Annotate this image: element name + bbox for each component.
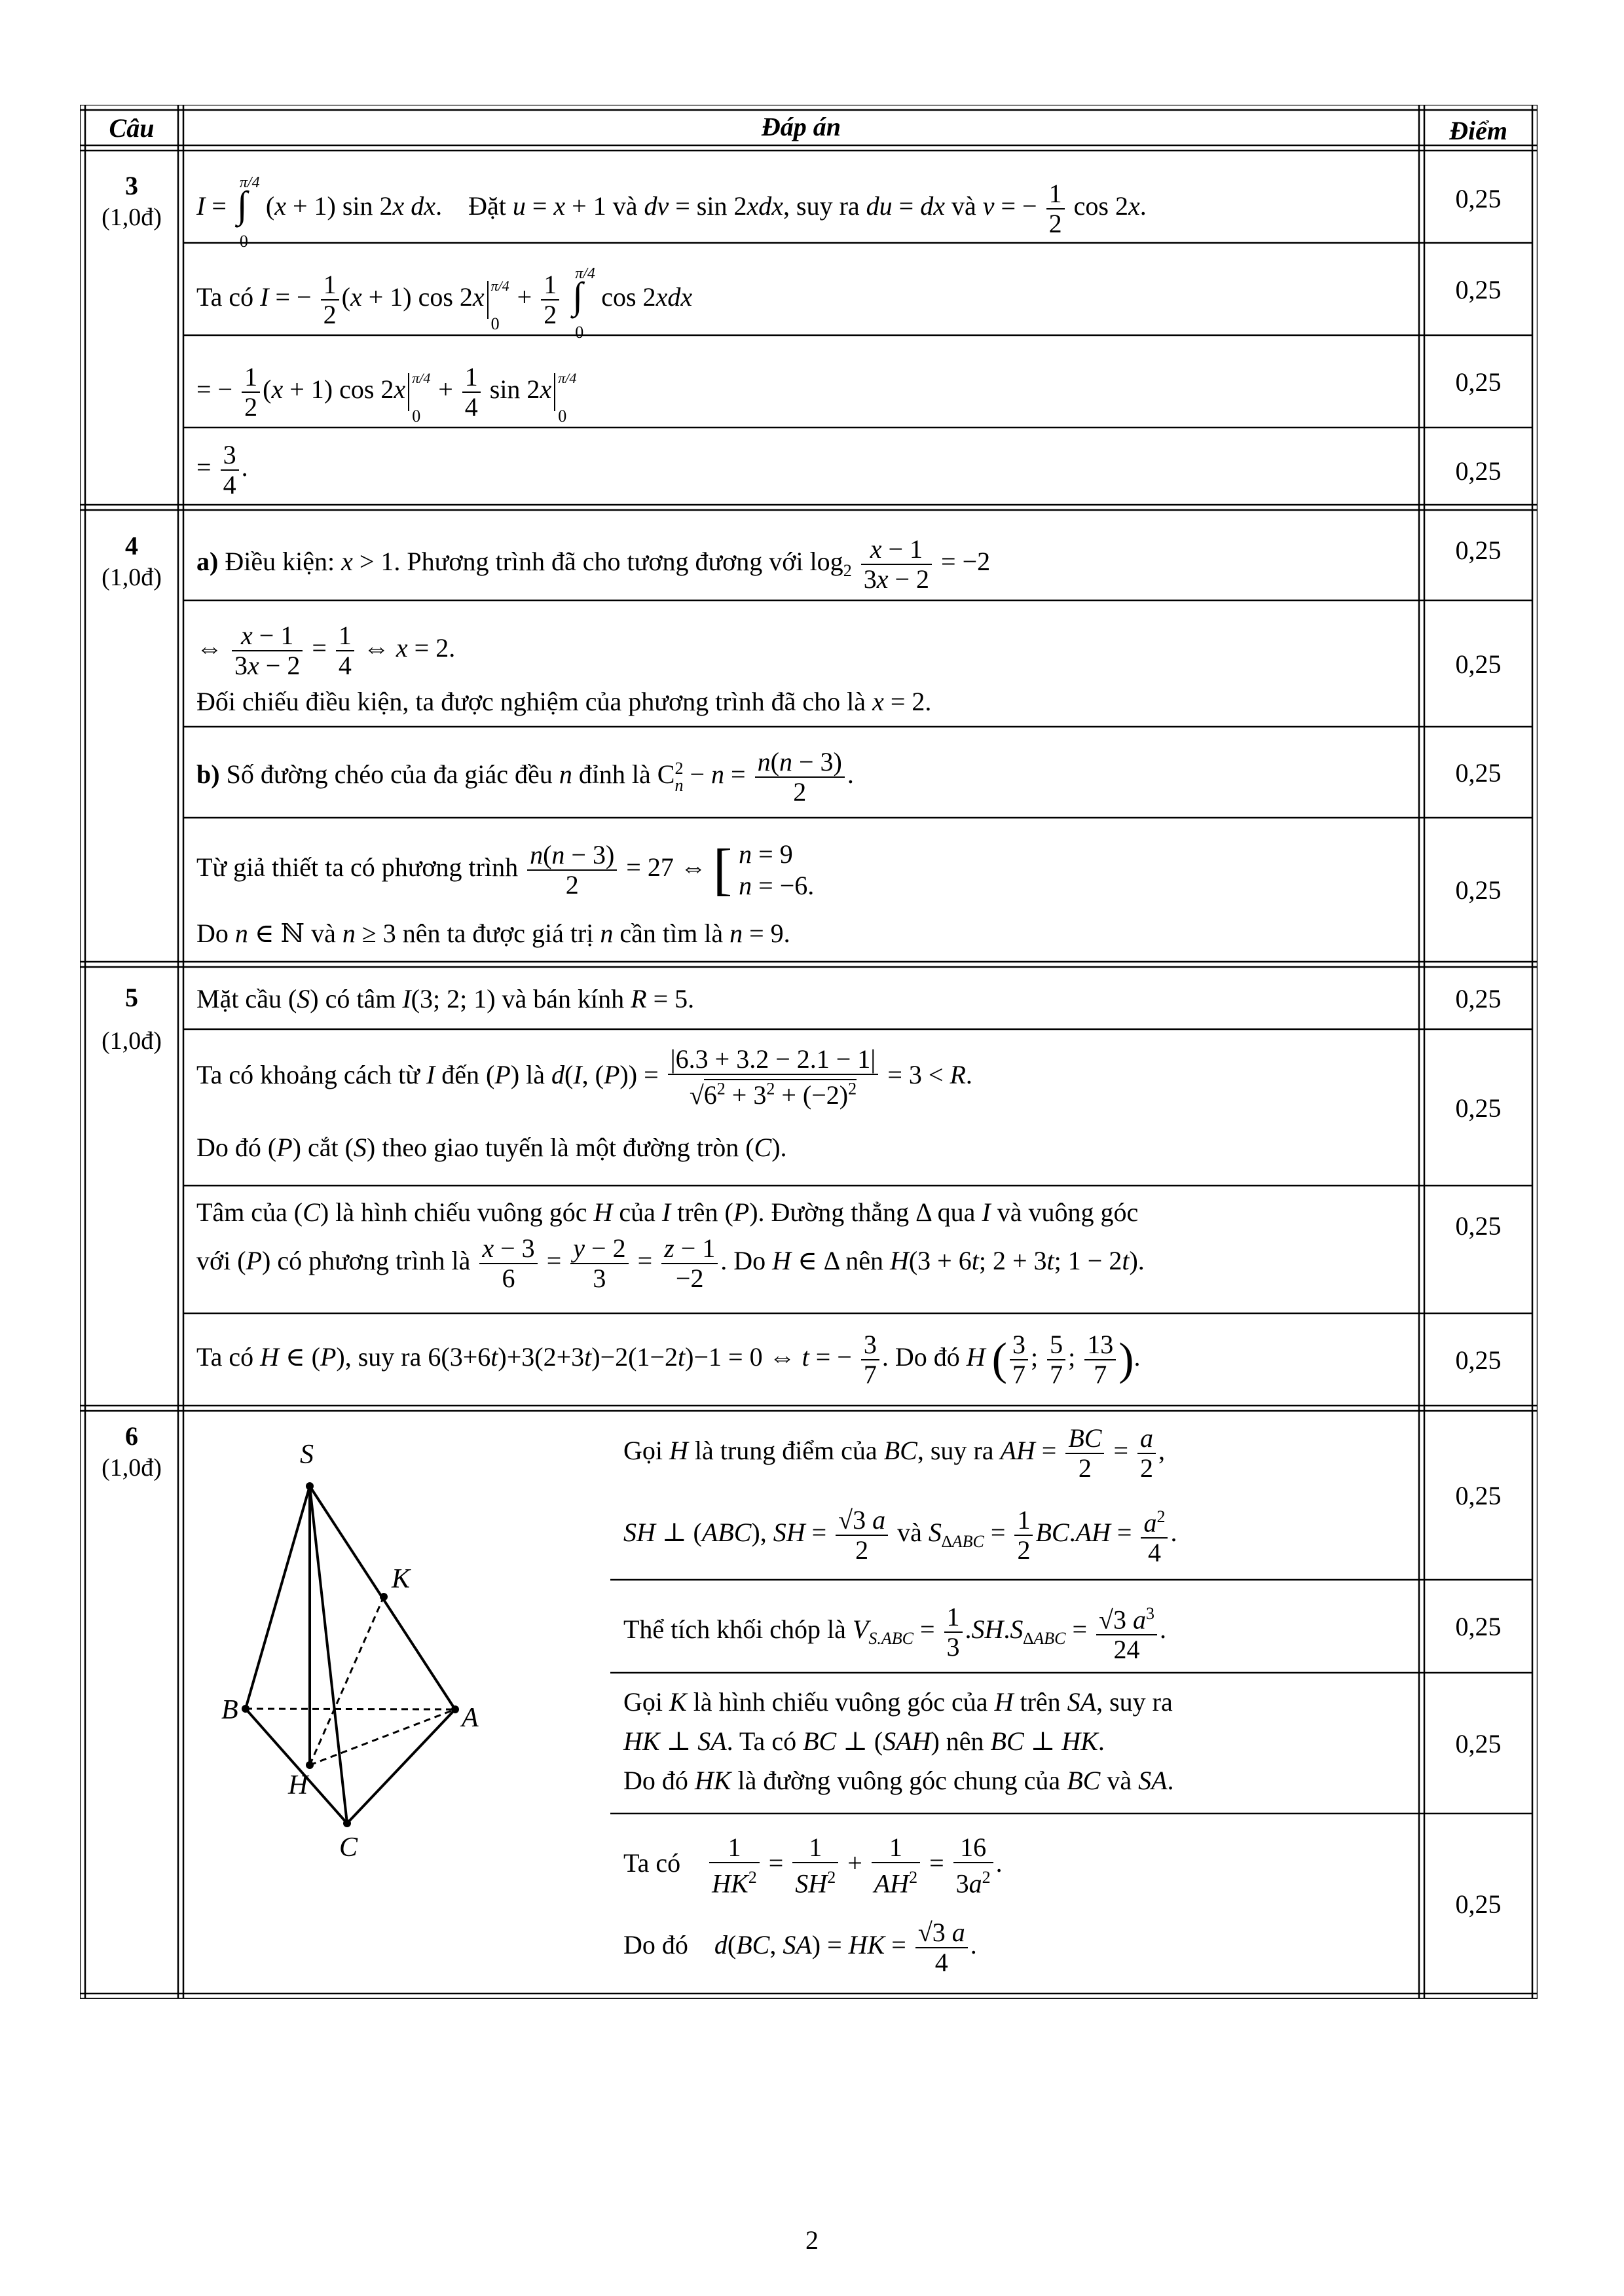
q5-row-2-score: 0,25 xyxy=(1455,1093,1502,1123)
q5-row-1: Mặt cầu (S) có tâm I(3; 2; 1) và bán kính R = 5. xyxy=(196,984,695,1013)
q6-row-3-score: 0,25 xyxy=(1455,1729,1502,1758)
q5-row-4: Ta có H ∈ (P), suy ra 6(3+6t)+3(2+3t)−2(1−2t)−1 = 0 ⇔ t = − $\frac{3}{7}$ . Do đó H ( $\frac{3}{7}$ ; $\frac{5}{7}$ ; $\frac{13}{7}$ ). xyxy=(196,1330,1141,1389)
q6-row-4-score: 0,25 xyxy=(1455,1889,1502,1919)
edge-HA-hidden xyxy=(310,1709,455,1765)
q3-row-2-score: 0,25 xyxy=(1455,275,1502,304)
point-A xyxy=(451,1705,459,1713)
q4-row-1: a) Điều kiện: x > 1. Phương trình đã cho tương đương với $\log_2$ $\frac{x - 1}{3x - 2}$ = −2 xyxy=(196,534,991,594)
point-K xyxy=(380,1593,388,1601)
question-number: 4 xyxy=(125,531,138,560)
answer-table xyxy=(80,105,1538,1999)
q5-row-3: Tâm của (C) là hình chiếu vuông góc H của I trên (P). Đường thẳng Δ qua I và vuông góc với (P) có phương trình là $\frac{x - 3}{6}$ = $\frac{y - 2}{3}$ = $\frac{z - 1}{-2}$ . Do H ∈ Δ nên H(3 + 6t; 2 + 3t; 1 − 2t). xyxy=(196,1197,1145,1293)
question-points: (1,0đ) xyxy=(101,1454,162,1482)
q3-row-3: = − $\frac{1}{2}$ (x + 1) cos 2x π/4 0 + $\frac{1}{4}$ sin 2x π/4 0 xyxy=(196,362,577,426)
question-5-label xyxy=(85,982,178,1057)
question-points: (1,0đ) xyxy=(101,1027,162,1055)
point-B xyxy=(242,1705,249,1713)
question-points: (1,0đ) xyxy=(101,564,162,591)
q3-row-4-score: 0,25 xyxy=(1455,456,1502,486)
q6-row-2-score: 0,25 xyxy=(1455,1612,1502,1641)
pyramid-figure xyxy=(183,1411,609,1994)
question-6-label xyxy=(85,1421,178,1484)
q5-row-4-score: 0,25 xyxy=(1455,1345,1502,1375)
question-number: 3 xyxy=(125,171,138,200)
question-3-label xyxy=(85,170,178,233)
q6-row-4: Ta có $\frac{1}{HK^2}$ = $\frac{1}{SH^2}$ + $\frac{1}{AH^2}$ = $\frac{16}{3a^2}$ . Do đó d(BC, SA) = HK = $\frac{√3 a}{4}$ . xyxy=(623,1832,1003,1977)
edge-CA xyxy=(347,1709,455,1823)
q3-row-3-score: 0,25 xyxy=(1455,367,1502,397)
header-cau: Câu xyxy=(109,113,155,143)
q4-row-3-score: 0,25 xyxy=(1455,758,1502,788)
q3-row-1-score: 0,25 xyxy=(1455,184,1502,213)
label-H: H xyxy=(288,1770,308,1800)
label-B: B xyxy=(221,1695,238,1725)
header-diem: Điểm xyxy=(1449,116,1507,145)
q4-row-4-score: 0,25 xyxy=(1455,875,1502,905)
q6-row-1-score: 0,25 xyxy=(1455,1481,1502,1510)
q4-row-4: Từ giả thiết ta có phương trình $\frac{n(n - 3)}{2}$ = 27 ⇔ [ n = 9 n = −6. Do n ∈ ℕ và n ≥ 3 nên ta được giá trị n cần tìm là n = 9. xyxy=(196,838,815,948)
point-C xyxy=(343,1819,351,1827)
q3-row-1: I = ∫ π/4 0 (x + 1) sin 2x dx. Đặt u = x + 1 và dv = sin 2xdx, suy ra du = dx và v = − $\frac{1}{2}$ cos 2x. xyxy=(196,174,1147,251)
edge-SB xyxy=(246,1486,310,1709)
edge-BC xyxy=(246,1709,347,1823)
q5-row-3-score: 0,25 xyxy=(1455,1211,1502,1241)
label-K: K xyxy=(392,1564,411,1594)
q4-row-2: ⇔ $\frac{x - 1}{3x - 2}$ = $\frac{1}{4}$ ⇔ x = 2. Đối chiếu điều kiện, ta được nghiệm của phương trình đã cho là x = 2. xyxy=(196,621,932,716)
header-dap-an: Đáp án xyxy=(761,112,841,141)
q5-row-1-score: 0,25 xyxy=(1455,984,1502,1013)
q3-row-2: Ta có I = − $\frac{1}{2}$ (x + 1) cos 2x π/4 0 + $\frac{1}{2}$ ∫ π/4 0 cos 2xdx xyxy=(196,265,693,342)
page-number: 2 xyxy=(805,2225,819,2255)
label-S: S xyxy=(300,1440,314,1470)
label-C: C xyxy=(339,1832,358,1863)
edge-HK-hidden xyxy=(310,1597,384,1765)
q5-row-2: Ta có khoảng cách từ I đến (P) là d(I, (P)) = $\frac{|6.3 + 3.2 - 2.1 - 1|}{√6^2 + 3^2 + (-2)^2}$ = 3 < R. Do đó (P) cắt (S) theo giao tuyến là một đường tròn (C). xyxy=(196,1044,972,1162)
label-A: A xyxy=(462,1703,479,1733)
q6-row-3: Gọi K là hình chiếu vuông góc của H trên SA, suy ra HK ⊥ SA. Ta có BC ⊥ (SAH) nên BC ⊥ HK. Do đó HK là đường vuông góc chung của BC và SA. xyxy=(623,1687,1174,1795)
point-S xyxy=(306,1482,314,1490)
q6-row-1: Gọi H là trung điểm của BC, suy ra AH = $\frac{BC}{2}$ = $\frac{a}{2}$ , SH ⊥ (ABC), SH = $\frac{√3 a}{2}$ và $S_{\Delta ABC}$ = $\frac{1}{2}$ BC.AH = $\frac{a^2}{4}$ . xyxy=(623,1423,1177,1568)
question-points: (1,0đ) xyxy=(101,204,162,231)
q4-row-1-score: 0,25 xyxy=(1455,536,1502,565)
point-H xyxy=(306,1761,314,1769)
q4-row-2-score: 0,25 xyxy=(1455,649,1502,679)
question-4-label xyxy=(85,530,178,593)
q6-row-2: Thể tích khối chóp là $V_{S.ABC}$ = $\frac{1}{3}$ $.SH.S_{\Delta ABC}$ = $\frac{√3 a^3}{24}$ . xyxy=(623,1581,1416,1673)
q4-row-3: b) Số đường chéo của đa giác đều n đỉnh là C2 n − n = $\frac{n(n - 3)}{2}$ . xyxy=(196,747,854,807)
question-number: 5 xyxy=(125,983,138,1012)
q3-row-4: = $\frac{3}{4}$ . xyxy=(196,440,248,500)
question-number: 6 xyxy=(125,1421,138,1451)
